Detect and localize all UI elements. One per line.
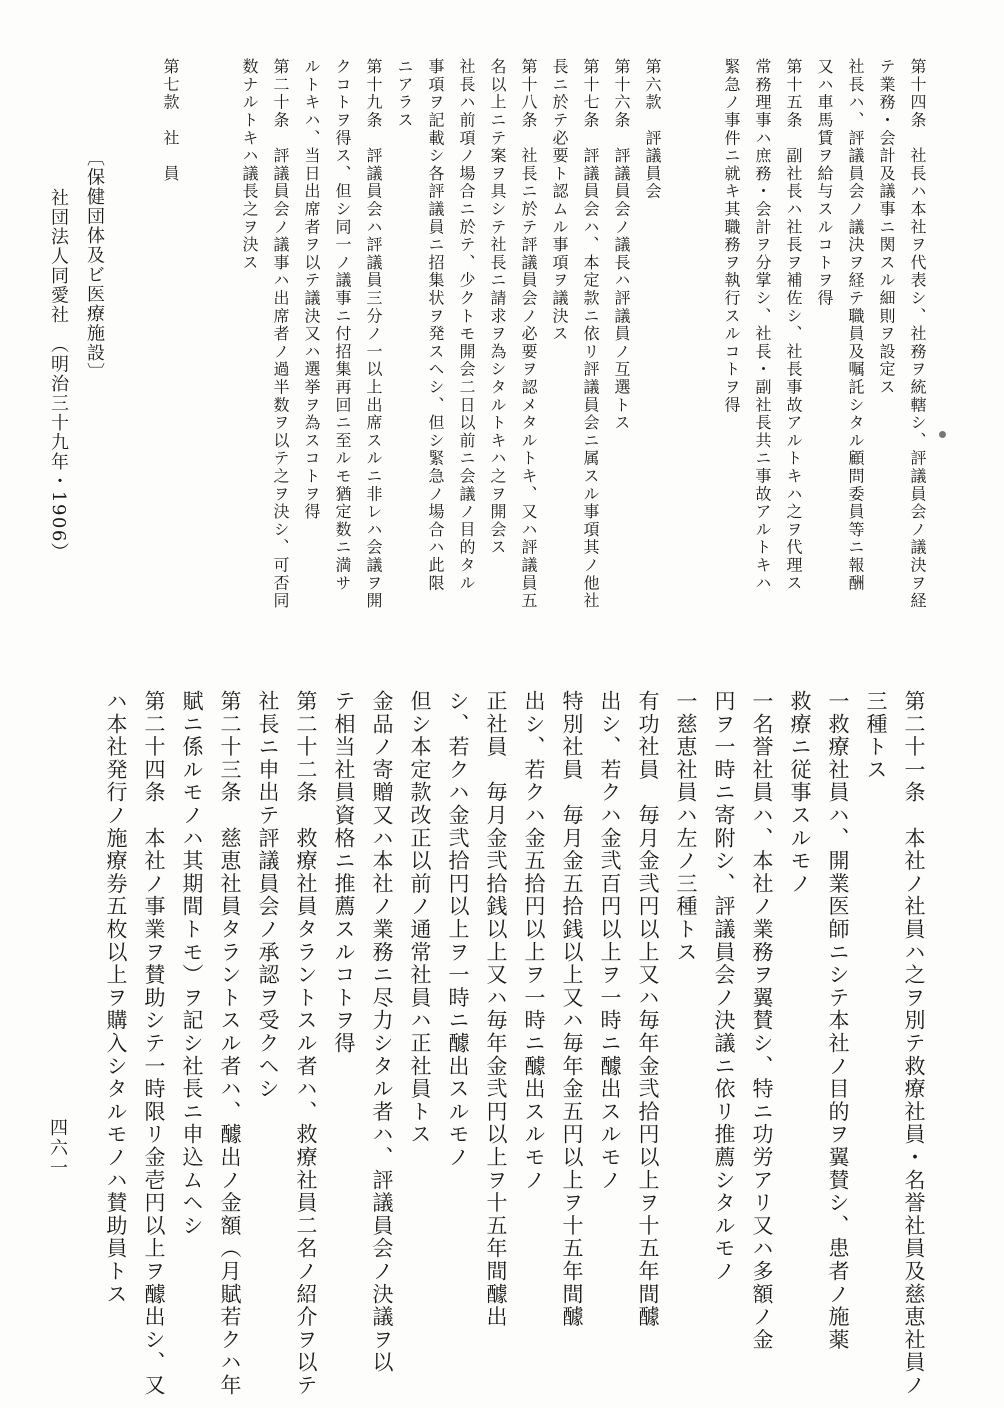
text-column: 金品ノ寄贈又ハ本社ノ業務ニ尽力シタル者ハ、評議員会ノ決議ヲ以 [370,690,394,1374]
text-column: 救療ニ従事スルモノ [788,690,812,896]
text-column: クコトヲ得ス、但シ同一ノ議事ニ付招集再回ニ至ルモ猶定数ニ満サ [333,58,352,592]
text-column: 出シ、若クハ金五拾円以上ヲ一時ニ醵出スルモノ [522,690,546,1192]
text-column: 但シ本定款改正以前ノ通常社員ハ正社員トス [408,690,432,1146]
text-column: 第七款 社 員 [161,58,180,183]
text-column: 一救療社員ハ、開業医師ニシテ本社ノ目的ヲ翼賛シ、患者ノ施薬 [826,690,850,1352]
text-column: 第十六条 評議員会ノ議長ハ評議員ノ互選トス [612,58,631,432]
text-column: 第二十四条 本社ノ事業ヲ賛助シテ一時限リ金壱円以上ヲ醵出シ、又 [142,690,166,1397]
text-column: 第二十二条 救療社員タラントスル者ハ、救療社員二名ノ紹介ヲ以テ [294,690,318,1397]
text-column: 第二十条 評議員会ノ議事ハ出席者ノ過半数ヲ以テ之ヲ決シ、可否同 [271,58,290,610]
lower-text-block [93,690,929,1397]
text-column: 名以上ニテ案ヲ具シテ社長ニ請求ヲ為シタルトキハ之ヲ開会ス [488,58,507,557]
text-column: 第十七条 評議員会ハ、本定款ニ依リ評議員会ニ属スル事項其ノ他社 [581,58,600,610]
running-footer [45,148,107,688]
text-column: 又ハ車馬賃ヲ給与スルコトヲ得 [815,58,834,308]
text-column: 出シ、若クハ金弐百円以上ヲ一時ニ醵出スルモノ [598,690,622,1192]
text-column: 緊急ノ事件ニ就キ其職務ヲ執行スルコトヲ得 [722,58,741,414]
text-column: ニアラス [395,58,414,130]
text-column: 数ナルトキハ議長之ヲ決ス [240,58,259,272]
scan-speck [939,431,946,438]
text-column: ハ本社発行ノ施療券五枚以上ヲ購入シタルモノハ賛助員トス [104,690,128,1306]
text-column: 第十五条 副社長ハ社長ヲ補佐シ、社長事故アルトキハ之ヲ代理ス [784,58,803,592]
text-column: 第十九条 評議員会ハ評議員三分ノ一以上出席スルニ非レハ会議ヲ開 [364,58,383,610]
text-column [672,58,712,658]
text-column: シ、若クハ金弐拾円以上ヲ一時ニ醵出スルモノ [446,690,470,1169]
text-column: 円ヲ一時ニ寄附シ、評議員会ノ決議ニ依リ推薦シタルモノ [712,690,736,1283]
text-column: テ相当社員資格ニ推薦スルコトヲ得 [332,690,356,1055]
text-column: 常務理事ハ庶務・会計ヲ分掌シ、社長・副社長共ニ事故アルトキハ [753,58,772,592]
upper-text-block [151,58,929,658]
text-column: 三種トス [864,690,888,782]
page-number: 四六一 [47,1118,68,1178]
text-column: 第二十一条 本社ノ社員ハ之ヲ別テ救療社員・名誉社員及慈恵社員ノ [902,690,926,1397]
footer-category: 〔保健団体及ビ医療施設〕 [84,148,105,382]
text-column: 特別社員 毎月金五拾銭以上又ハ毎年金五円以上ヲ十五年間醵 [560,690,584,1329]
text-column: 社長ニ申出テ評議員会ノ承認ヲ受クヘシ [256,690,280,1101]
text-column: 一名誉社員ハ、本社ノ業務ヲ翼賛シ、特ニ功労アリ又ハ多額ノ金 [750,690,774,1352]
text-column: 正社員 毎月金弐拾銭以上又ハ毎年金弐円以上ヲ十五年間醵出 [484,690,508,1329]
text-column: 社長ハ、評議員会ノ議決ヲ経テ職員及嘱託シタル顧問委員等ニ報酬 [846,58,865,592]
text-column: テ業務・会計及議事ニ関スル細則ヲ設定ス [877,58,896,397]
text-column: 第六款 評議員会 [643,58,662,201]
footer-organization: 社団法人同愛社 （明治三十九年・1906） [48,188,69,563]
text-column: 事項ヲ記載シ各評議員ニ招集状ヲ発スヘシ、但シ緊急ノ場合ハ此限 [426,58,445,592]
text-column: 有功社員 毎月金弐円以上又ハ毎年金弐拾円以上ヲ十五年間醵 [636,690,660,1329]
text-column: 社長ハ前項ノ場合ニ於テ、少クトモ開会二日以前ニ会議ノ目的タル [457,58,476,592]
text-column: 賦ニ係ルモノハ其期間トモ）ヲ記シ社長ニ申込ムヘシ [180,690,204,1238]
text-column [190,58,230,658]
text-column: 第十八条 社長ニ於テ評議員会ノ必要ヲ認メタルトキ、又ハ評議員五 [519,58,538,610]
text-column: 第二十三条 慈恵社員タラントスル者ハ、醵出ノ金額（月賦若クハ年 [218,690,242,1397]
text-column: 一慈恵社員ハ左ノ三種トス [674,690,698,964]
text-column: 第十四条 社長ハ本社ヲ代表シ、社務ヲ統轄シ、評議員会ノ議決ヲ経 [908,58,927,610]
text-column: ルトキハ、当日出席者ヲ以テ議決又ハ選挙ヲ為スコトヲ得 [302,58,321,521]
text-column: 長ニ於テ必要ト認ムル事項ヲ議決ス [550,58,569,343]
